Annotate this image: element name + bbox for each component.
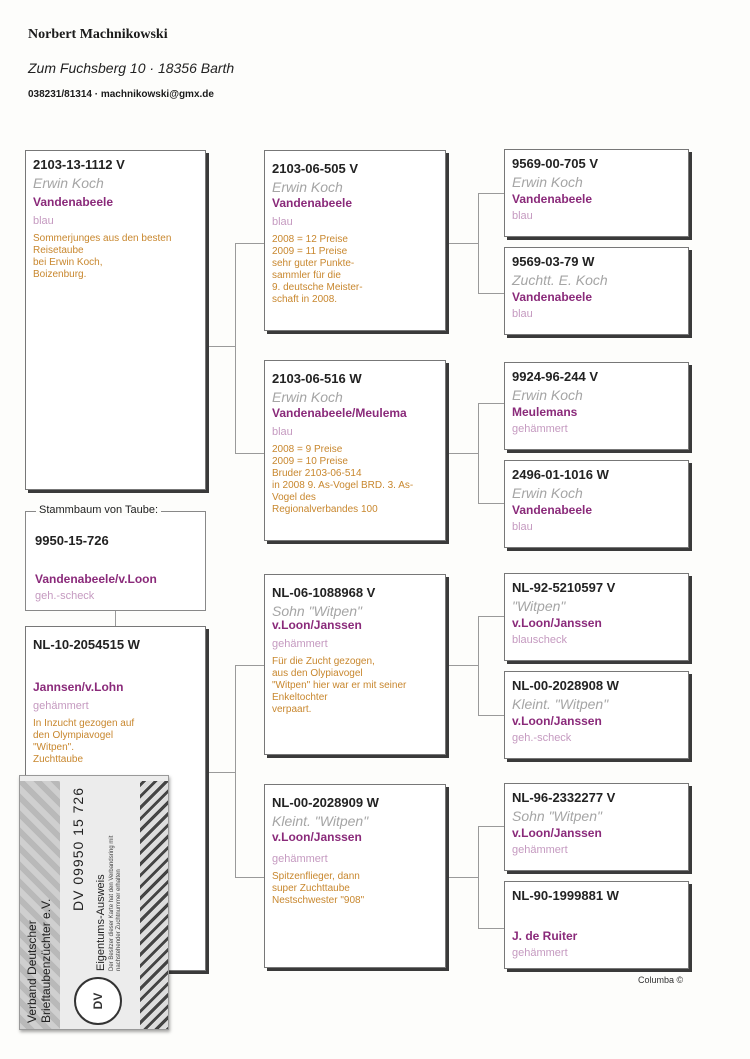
card-organization: Verband Deutscher Brieftaubenzüchter e.V. <box>25 898 53 1023</box>
ring-number: NL-06-1088968 V <box>272 585 376 600</box>
connector <box>478 293 504 294</box>
connector <box>446 453 478 454</box>
breeder: Kleint. "Witpen" <box>512 695 609 712</box>
card-ring-number: DV 09950 15 726 <box>70 787 86 911</box>
notes: 2008 = 9 Preise 2009 = 10 Preise Bruder 2103-06-514 in 2008 9. As-Vogel BRD. 3. As- Vogel des Regionalverbandes 100 <box>272 444 414 516</box>
sire-sire-dam-card <box>504 247 689 335</box>
ring-number: NL-00-2028908 W <box>512 678 619 693</box>
ring-number: 2496-01-1016 W <box>512 467 609 482</box>
dam-sire-dam-card <box>504 671 689 759</box>
breeder: Erwin Koch <box>272 178 343 195</box>
subject-box <box>25 504 206 611</box>
subject-label: Stammbaum von Taube: <box>36 504 161 516</box>
connector <box>478 616 504 617</box>
connector <box>478 193 479 293</box>
feather-color: blau <box>272 425 293 438</box>
connector <box>206 772 235 773</box>
feather-color: gehämmert <box>272 637 328 650</box>
ownership-id-card <box>19 775 169 1030</box>
dam-dam-sire-card <box>504 783 689 871</box>
main-sire-card <box>25 150 206 490</box>
breeder: Erwin Koch <box>512 484 583 501</box>
connector <box>235 243 264 244</box>
owner-contact: 038231/81314 · machnikowski@gmx.de <box>28 89 214 100</box>
feather-color: gehämmert <box>33 699 89 712</box>
breeder: "Witpen" <box>512 597 566 614</box>
feather-color: geh.-scheck <box>512 731 572 744</box>
ring-number: NL-96-2332277 V <box>512 790 616 805</box>
dam-sire-sire-card <box>504 573 689 661</box>
connector <box>478 826 479 928</box>
connector <box>478 826 504 827</box>
connector <box>446 877 478 878</box>
feather-color: blau <box>33 214 54 227</box>
notes: In Inzucht gezogen auf den Olympiavogel "Witpen". Zuchttaube <box>33 718 135 766</box>
breeder: Erwin Koch <box>272 388 343 405</box>
strain: J. de Ruiter <box>512 928 578 943</box>
strain: Vandenabeele <box>272 196 353 211</box>
ring-number: 9924-96-244 V <box>512 369 599 384</box>
connector <box>235 453 264 454</box>
breeder: Zuchtt. E. Koch <box>512 271 608 288</box>
strain: Vandenabeele <box>512 503 593 518</box>
connector <box>478 928 504 929</box>
sire-dam-dam-card <box>504 460 689 548</box>
ring-number: NL-00-2028909 W <box>272 795 379 810</box>
strain: v.Loon/Janssen <box>512 714 602 729</box>
ring-number: 2103-13-1112 V <box>33 157 125 172</box>
subject-ring: 9950-15-726 <box>35 533 109 548</box>
footer-copyright: Columba © <box>638 975 684 985</box>
breeder: Sohn "Witpen" <box>512 807 602 824</box>
connector <box>446 243 478 244</box>
ring-number: NL-90-1999881 W <box>512 888 619 903</box>
breeder: Sohn "Witpen" <box>272 602 362 619</box>
connector <box>478 403 504 404</box>
sire-sire-sire-card <box>504 149 689 237</box>
sire-dam-sire-card <box>504 362 689 450</box>
owner-name: Norbert Machnikowski <box>28 27 168 42</box>
notes: Sommerjunges aus den besten Reisetaube bei Erwin Koch, Boizenburg. <box>33 233 172 281</box>
feather-color: gehämmert <box>512 843 568 856</box>
strain: Jannsen/v.Lohn <box>33 679 124 694</box>
feather-color: gehämmert <box>512 946 568 959</box>
card-document-title: Eigentums-Ausweis <box>95 874 107 971</box>
feather-color: blau <box>512 307 533 320</box>
connector <box>206 346 235 347</box>
strain: Vandenabeele/Meulema <box>272 406 407 421</box>
dam-dam-dam-card <box>504 881 689 969</box>
dam-sire-card <box>264 574 446 755</box>
sire-sire-card <box>264 150 446 331</box>
connector <box>115 611 116 626</box>
strain: v.Loon/Janssen <box>512 616 602 631</box>
notes: Für die Zucht gezogen, aus den Olypiavogel "Witpen" hier war er mit seiner Enkeltochter verpaart. <box>272 656 407 716</box>
connector <box>478 403 479 503</box>
connector <box>235 243 236 453</box>
feather-color: gehämmert <box>512 422 568 435</box>
breeder: Erwin Koch <box>33 174 104 191</box>
strain: v.Loon/Janssen <box>272 618 362 633</box>
connector <box>235 665 236 877</box>
connector <box>478 503 504 504</box>
connector <box>446 665 478 666</box>
ring-number: 2103-06-505 V <box>272 161 359 176</box>
notes: 2008 = 12 Preise 2009 = 11 Preise sehr guter Punkte- sammler für die 9. deutsche Meister- schaft in 2008. <box>272 234 363 306</box>
subject-strain: Vandenabeele/v.Loon <box>35 571 157 586</box>
card-document-note: Der Besitzer dieser Karte hat den Verbandsring mit nachstehender Zuchtnummer erhalten <box>109 835 123 971</box>
connector <box>235 665 264 666</box>
breeder: Erwin Koch <box>512 386 583 403</box>
feather-color: blau <box>512 520 533 533</box>
card-pattern-bottom <box>140 781 168 1030</box>
feather-color: gehämmert <box>272 852 328 865</box>
ring-number: 9569-03-79 W <box>512 254 595 269</box>
strain: v.Loon/Janssen <box>512 826 602 841</box>
feather-color: blau <box>512 209 533 222</box>
strain: Vandenabeele <box>33 195 114 210</box>
breeder: Erwin Koch <box>512 173 583 190</box>
breeder: Kleint. "Witpen" <box>272 812 369 829</box>
feather-color: blau <box>272 215 293 228</box>
connector <box>235 877 264 878</box>
strain: Vandenabeele <box>512 192 593 207</box>
ring-number: NL-92-5210597 V <box>512 580 616 595</box>
connector <box>478 616 479 715</box>
ring-number: 2103-06-516 W <box>272 371 362 386</box>
association-logo-icon: DV <box>74 977 122 1025</box>
sire-dam-card <box>264 360 446 541</box>
connector <box>478 193 504 194</box>
dam-dam-card <box>264 784 446 968</box>
strain: Meulemans <box>512 405 578 420</box>
connector <box>478 715 504 716</box>
ring-number: 9569-00-705 V <box>512 156 599 171</box>
ring-number: NL-10-2054515 W <box>33 637 140 652</box>
owner-address: Zum Fuchsberg 10 · 18356 Barth <box>28 60 235 76</box>
strain: v.Loon/Janssen <box>272 830 362 845</box>
breeder <box>512 906 681 922</box>
strain: Vandenabeele <box>512 290 593 305</box>
subject-color: geh.-scheck <box>35 589 95 602</box>
feather-color: blauscheck <box>512 633 568 646</box>
notes: Spitzenflieger, dann super Zuchttaube Nestschwester "908" <box>272 871 365 907</box>
